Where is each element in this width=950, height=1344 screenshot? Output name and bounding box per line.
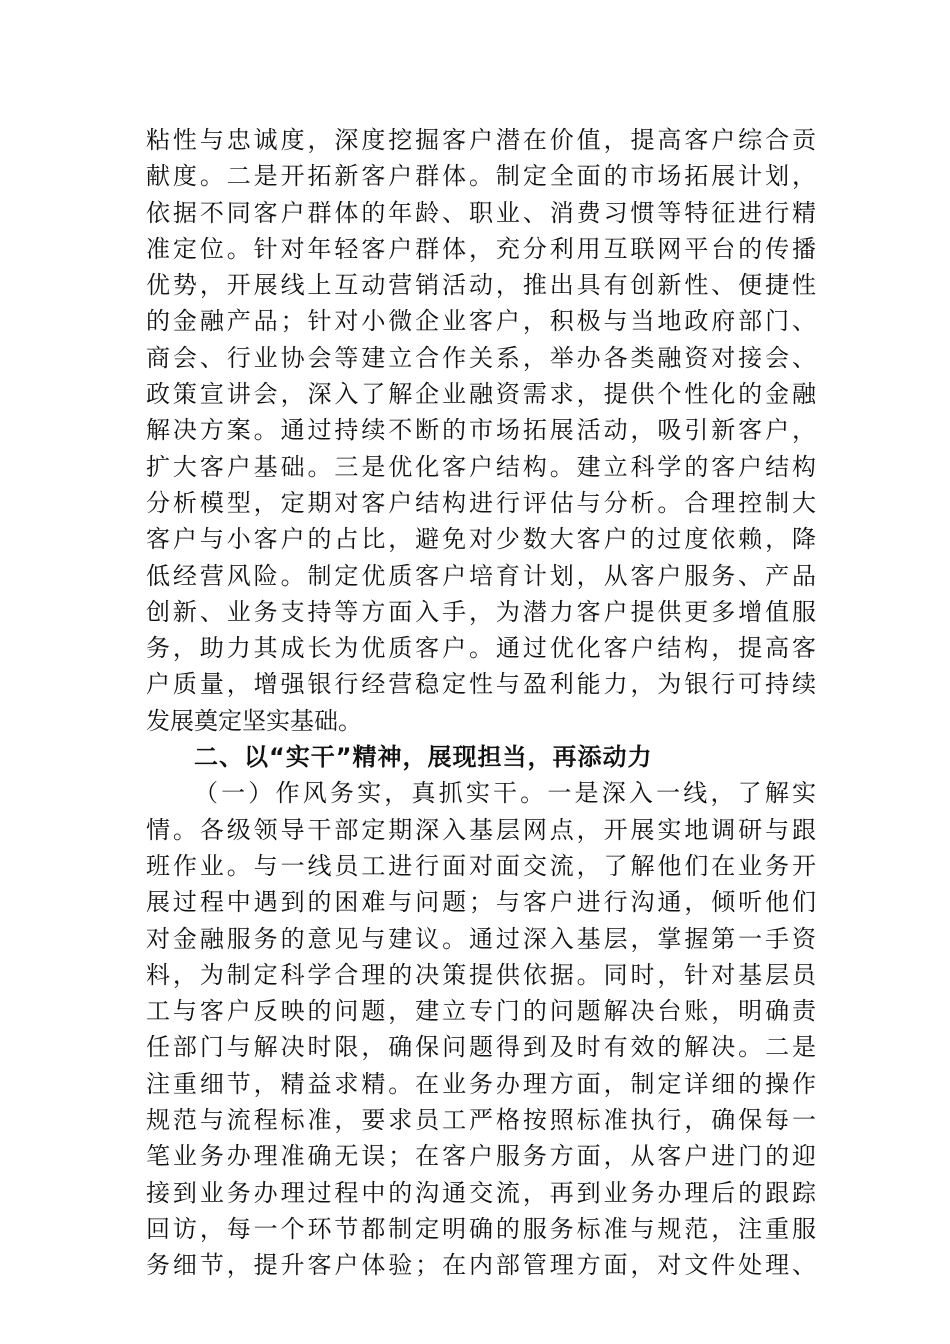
text-line: 情。各级领导干部定期深入基层网点，开展实地调研与跟: [146, 815, 816, 844]
text-line: 粘性与忠诚度，深度挖掘客户潜在价值，提高客户综合贡: [146, 126, 816, 154]
text-line: 户质量，增强银行经营稳定性与盈利能力，为银行可持续: [146, 670, 816, 699]
text-line: 低经营风险。制定优质客户培育计划，从客户服务、产品: [146, 561, 816, 590]
text-line: 扩大客户基础。三是优化客户结构。建立科学的客户结构: [146, 452, 816, 481]
text-line: 注重细节，精益求精。在业务办理方面，制定详细的操作: [146, 1069, 816, 1098]
text-line: 工与客户反映的问题，建立专门的问题解决台账，明确责: [146, 997, 816, 1026]
text-line: 料，为制定科学合理的决策提供依据。同时，针对基层员: [146, 960, 816, 989]
text-line: 分析模型，定期对客户结构进行评估与分析。合理控制大: [146, 488, 816, 517]
text-line: 商会、行业协会等建立合作关系，举办各类融资对接会、: [146, 343, 816, 372]
paragraph-end-line: 发展奠定坚实基础。: [146, 706, 362, 735]
text-line: 优势，开展线上互动营销活动，推出具有创新性、便捷性: [146, 271, 816, 300]
text-line: 依据不同客户群体的年龄、职业、消费习惯等特征进行精: [146, 198, 816, 227]
text-line: 任部门与解决时限，确保问题得到及时有效的解决。二是: [146, 1033, 816, 1062]
text-line: 笔业务办理准确无误；在客户服务方面，从客户进门的迎: [146, 1142, 816, 1171]
text-line: 解决方案。通过持续不断的市场拓展活动，吸引新客户，: [146, 416, 816, 445]
text-line: 献度。二是开拓新客户群体。制定全面的市场拓展计划，: [146, 162, 816, 191]
document-body: [146, 122, 816, 1284]
text-line: 准定位。针对年轻客户群体，充分利用互联网平台的传播: [146, 234, 816, 263]
text-line: 创新、业务支持等方面入手，为潜力客户提供更多增值服: [146, 597, 816, 626]
paragraph-start-line: （一）作风务实，真抓实干。一是深入一线，了解实: [194, 779, 816, 808]
text-line: 规范与流程标准，要求员工严格按照标准执行，确保每一: [146, 1106, 816, 1135]
text-line: 政策宣讲会，深入了解企业融资需求，提供个性化的金融: [146, 380, 816, 409]
text-line: 展过程中遇到的困难与问题；与客户进行沟通，倾听他们: [146, 888, 816, 917]
text-line: 的金融产品；针对小微企业客户，积极与当地政府部门、: [146, 307, 816, 336]
text-line: 班作业。与一线员工进行面对面交流，了解他们在业务开: [146, 851, 816, 880]
text-line: 务，助力其成长为优质客户。通过优化客户结构，提高客: [146, 634, 816, 663]
text-line: 对金融服务的意见与建议。通过深入基层，掌握第一手资: [146, 924, 816, 953]
text-line: 回访，每一个环节都制定明确的服务标准与规范，注重服: [146, 1214, 816, 1243]
text-line: 接到业务办理过程中的沟通交流，再到业务办理后的跟踪: [146, 1178, 816, 1207]
text-line: 客户与小客户的占比，避免对少数大客户的过度依赖，降: [146, 525, 816, 554]
text-line: 务细节，提升客户体验；在内部管理方面，对文件处理、: [146, 1251, 816, 1280]
section-heading: 二、以“实干”精神，展现担当，再添动力: [194, 743, 653, 772]
